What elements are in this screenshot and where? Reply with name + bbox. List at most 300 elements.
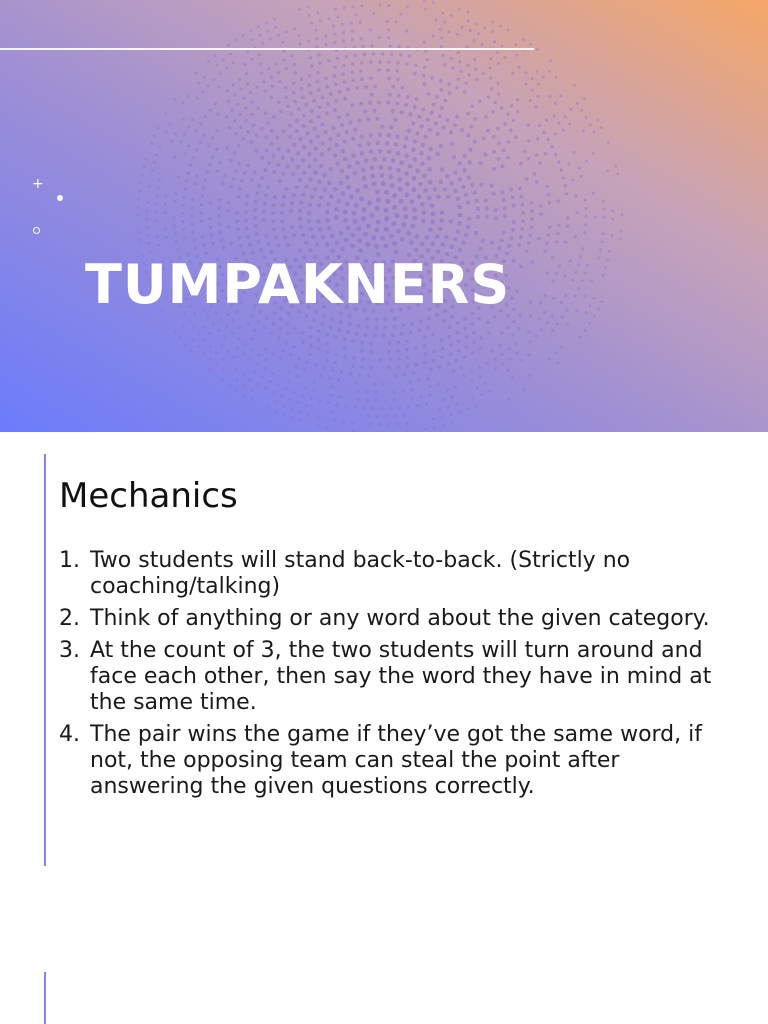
halftone-dot [581,247,584,250]
halftone-dot [522,38,525,41]
halftone-dot [340,123,344,127]
halftone-dot [378,60,382,64]
halftone-dot [319,195,324,200]
halftone-dot [309,335,313,339]
halftone-dot [602,216,605,219]
halftone-dot [225,66,228,69]
halftone-dot [401,222,406,227]
halftone-dot [320,122,324,126]
halftone-dot [369,342,373,346]
halftone-dot [215,148,218,151]
halftone-dot [451,396,454,399]
halftone-dot [503,214,507,218]
halftone-dot [457,349,461,353]
halftone-dot [463,355,466,358]
halftone-dot [286,322,290,326]
halftone-dot [360,365,364,369]
halftone-dot [235,219,239,223]
halftone-dot [533,172,537,176]
halftone-dot [244,107,247,110]
halftone-dot [381,52,384,55]
halftone-dot [464,233,468,237]
halftone-dot [554,76,557,79]
halftone-dot [200,203,203,206]
halftone-dot [602,208,605,211]
halftone-dot [556,232,559,235]
list-item-text: Think of anything or any word about the given category. [90,606,710,631]
halftone-dot [255,192,259,196]
halftone-dot [426,377,429,380]
halftone-dot [455,359,458,362]
halftone-dot [490,240,494,244]
halftone-dot [214,54,217,57]
halftone-dot [312,318,316,322]
halftone-dot [480,43,483,46]
halftone-dot [400,110,404,114]
halftone-dot [272,228,276,232]
halftone-dot-pattern [0,0,768,432]
halftone-dot [376,197,381,202]
halftone-dot [374,317,378,321]
halftone-dot [413,157,418,162]
halftone-dot [464,81,468,85]
halftone-dot [460,366,463,369]
halftone-dot [384,216,389,221]
halftone-dot [264,348,267,351]
halftone-dot [427,92,431,96]
halftone-dot [374,326,378,330]
halftone-dot [308,74,312,78]
halftone-dot [194,247,197,250]
halftone-dot [309,344,313,348]
halftone-dot [466,225,470,229]
halftone-dot [443,63,446,66]
halftone-dot [217,214,221,218]
halftone-dot [388,358,392,362]
halftone-dot [345,130,349,134]
halftone-dot [529,315,532,318]
halftone-dot [592,192,595,195]
halftone-dot [225,115,228,118]
halftone-dot [307,39,310,42]
halftone-dot [548,225,552,229]
halftone-dot [318,227,323,232]
halftone-dot [342,80,346,84]
halftone-dot [335,353,339,357]
halftone-dot [362,406,365,409]
halftone-dot [404,154,409,159]
halftone-dot [401,324,405,328]
halftone-dot [506,112,510,116]
list-item-text: At the count of 3, the two students will turn around and face each other, then say the word they have in mind at the same time. [90,638,712,715]
halftone-dot [164,203,167,206]
halftone-dot [164,112,167,115]
halftone-dot [511,195,515,199]
halftone-dot [281,156,285,160]
halftone-dot [539,301,542,304]
halftone-dot [298,217,302,221]
halftone-dot [370,93,374,97]
halftone-dot [181,325,184,328]
halftone-dot [184,152,187,155]
halftone-dot [530,260,534,264]
halftone-dot [325,218,330,223]
halftone-dot [305,404,308,407]
halftone-dot [181,118,184,121]
halftone-dot [228,126,231,129]
halftone-dot [584,329,587,332]
halftone-dot [277,384,280,387]
halftone-dot [438,114,442,118]
halftone-dot [393,118,397,122]
halftone-dot [286,243,290,247]
halftone-dot [520,194,524,198]
halftone-dot [551,256,554,259]
halftone-dot [349,194,354,199]
halftone-dot [601,300,604,303]
halftone-dot [465,345,469,349]
halftone-dot [316,71,320,75]
halftone-dot [420,202,425,207]
halftone-dot [226,209,230,213]
halftone-dot [203,179,206,182]
halftone-dot [543,311,546,314]
halftone-dot [521,211,525,215]
halftone-dot [340,247,345,252]
halftone-dot [534,105,537,108]
halftone-dot [369,77,373,81]
halftone-dot [185,180,188,183]
halftone-dot [431,241,436,246]
halftone-dot [466,11,469,14]
halftone-dot [367,200,372,205]
content-slide [0,432,768,1024]
halftone-dot [200,195,203,198]
halftone-dot [491,110,495,114]
halftone-dot [343,6,346,9]
halftone-dot [360,134,364,138]
halftone-dot [414,248,419,253]
halftone-dot [478,347,481,350]
halftone-dot [285,164,289,168]
halftone-dot [566,225,569,228]
halftone-dot [179,337,182,340]
halftone-dot [448,335,452,339]
halftone-dot [313,146,317,150]
halftone-dot [375,117,379,121]
halftone-dot [173,98,176,101]
halftone-dot [467,74,470,77]
halftone-dot [407,405,410,408]
halftone-dot [207,316,210,319]
halftone-dot [210,234,214,238]
halftone-dot [199,122,202,125]
halftone-dot [412,207,417,212]
halftone-dot [597,256,600,259]
halftone-dot [510,236,514,240]
halftone-dot [232,319,235,322]
halftone-dot [405,422,408,425]
halftone-dot [260,127,264,131]
halftone-dot [324,77,328,81]
halftone-dot [521,203,525,207]
halftone-dot [243,63,246,66]
halftone-dot [500,332,503,335]
halftone-dot [352,211,357,216]
halftone-dot [203,351,206,354]
halftone-dot [536,48,539,51]
halftone-dot [548,358,551,361]
halftone-dot [396,229,401,234]
halftone-dot [356,390,359,393]
halftone-dot [302,145,306,149]
halftone-dot [255,133,259,137]
halftone-dot [450,181,454,185]
halftone-dot [316,424,319,427]
halftone-dot [393,317,397,321]
halftone-dot [472,331,476,335]
halftone-dot [296,401,299,404]
halftone-dot [263,202,267,206]
halftone-dot [574,195,577,198]
list-item [59,638,729,716]
halftone-dot [360,151,365,156]
halftone-dot [440,167,444,171]
halftone-dot [583,97,586,100]
halftone-dot [535,180,539,184]
halftone-dot [369,423,372,426]
halftone-dot [257,240,261,244]
halftone-dot [527,241,531,245]
halftone-dot [270,96,274,100]
halftone-dot [400,237,405,242]
halftone-dot [327,181,332,186]
halftone-dot [342,421,345,424]
halftone-dot [249,29,252,32]
halftone-dot [336,15,339,18]
halftone-dot [290,201,294,205]
halftone-dot [231,331,234,334]
halftone-dot [318,61,321,64]
accent-vertical-line [44,972,46,1024]
halftone-dot [317,338,321,342]
halftone-dot [266,30,269,33]
halftone-dot [557,199,560,202]
halftone-dot [175,240,178,243]
halftone-dot [359,196,364,201]
halftone-dot [315,242,320,247]
halftone-dot [343,218,348,223]
halftone-dot [355,381,358,384]
halftone-dot [443,21,446,24]
halftone-dot [257,184,261,188]
halftone-dot [348,322,352,326]
halftone-dot [301,331,305,335]
halftone-dot [423,335,427,339]
halftone-dot [391,109,395,113]
halftone-dot [364,333,368,337]
halftone-dot [272,154,276,158]
halftone-dot [382,157,387,162]
halftone-dot [237,144,241,148]
halftone-dot [360,37,363,40]
halftone-dot [342,346,346,350]
halftone-dot [428,393,431,396]
halftone-dot [249,91,252,94]
halftone-dot [242,373,245,376]
halftone-dot [220,318,223,321]
halftone-dot [465,335,469,339]
halftone-dot [202,134,205,137]
halftone-dot [463,90,467,94]
halftone-dot [352,356,356,360]
halftone-dot [462,154,466,158]
halftone-dot [250,337,253,340]
halftone-dot [580,109,583,112]
halftone-dot [183,133,186,136]
halftone-dot [191,118,194,121]
halftone-dot [215,129,218,132]
halftone-dot [300,78,304,82]
halftone-dot [477,32,480,35]
halftone-dot [295,119,299,123]
halftone-dot [450,14,453,17]
halftone-dot [427,167,432,172]
halftone-dot [264,90,267,93]
halftone-dot [271,372,274,375]
halftone-dot [384,317,388,321]
halftone-dot [155,153,158,156]
halftone-dot [395,102,399,106]
halftone-dot [313,187,318,192]
halftone-dot [358,373,361,376]
halftone-dot [351,364,355,368]
halftone-dot [264,193,268,197]
halftone-dot [352,5,355,8]
halftone-dot [318,399,321,402]
halftone-dot [518,186,522,190]
halftone-dot [446,118,450,122]
halftone-dot [400,86,404,90]
halftone-dot [395,20,398,23]
halftone-dot [360,349,364,353]
halftone-dot [404,171,409,176]
halftone-dot [322,366,325,369]
halftone-dot [364,158,369,163]
halftone-dot [236,228,240,232]
halftone-dot [470,370,473,373]
halftone-dot [286,104,290,108]
halftone-dot [287,380,290,383]
halftone-dot [409,240,414,245]
halftone-dot [274,26,277,29]
halftone-dot [339,320,343,324]
halftone-dot [484,115,488,119]
halftone-dot [416,404,419,407]
halftone-dot [313,170,317,174]
halftone-dot [527,123,530,126]
halftone-dot [286,332,290,336]
halftone-dot [419,319,423,323]
halftone-dot [586,264,589,267]
halftone-dot [432,358,436,362]
halftone-dot [444,235,449,240]
halftone-dot [357,238,362,243]
halftone-dot [548,201,552,205]
halftone-dot [329,325,333,329]
halftone-dot [260,72,263,75]
halftone-dot [309,56,312,59]
halftone-dot [181,220,184,223]
halftone-dot [560,345,563,348]
halftone-dot [547,138,550,141]
halftone-dot [253,216,257,220]
halftone-dot [510,104,513,107]
halftone-dot [365,390,368,393]
halftone-dot [209,226,213,230]
halftone-dot [293,63,296,66]
halftone-dot [473,140,477,144]
halftone-dot [245,72,248,75]
list-item [59,606,729,632]
halftone-dot [501,362,504,365]
halftone-dot [365,317,369,321]
halftone-dot [325,426,328,429]
halftone-dot [387,77,391,81]
halftone-dot [597,308,600,311]
halftone-dot [250,101,253,104]
halftone-dot [273,18,276,21]
halftone-dot [227,201,231,205]
halftone-dot [498,344,501,347]
halftone-dot [511,72,514,75]
halftone-dot [327,226,332,231]
halftone-dot [240,179,244,183]
halftone-dot [361,357,365,361]
halftone-dot [282,404,285,407]
halftone-dot [494,216,498,220]
halftone-dot [356,398,359,401]
halftone-dot [429,147,433,151]
halftone-dot [476,215,480,219]
halftone-dot [147,234,150,237]
halftone-dot [290,408,293,411]
halftone-dot [361,4,364,7]
halftone-dot [337,115,341,119]
halftone-dot [545,271,548,274]
halftone-dot [456,33,459,36]
halftone-dot [428,227,433,232]
halftone-dot [481,239,485,243]
halftone-dot [137,230,140,233]
halftone-dot [275,136,279,140]
halftone-dot [307,6,310,9]
halftone-dot [489,57,492,60]
halftone-dot [271,219,275,223]
halftone-dot [445,174,449,178]
halftone-dot [440,36,443,39]
halftone-dot [234,169,238,173]
halftone-dot [599,248,602,251]
halftone-dot [417,194,422,199]
halftone-dot [310,109,314,113]
halftone-dot [280,395,283,398]
halftone-dot [259,248,263,252]
halftone-dot [405,364,409,368]
halftone-dot [519,265,523,269]
halftone-dot [460,128,464,132]
halftone-dot [458,213,462,217]
